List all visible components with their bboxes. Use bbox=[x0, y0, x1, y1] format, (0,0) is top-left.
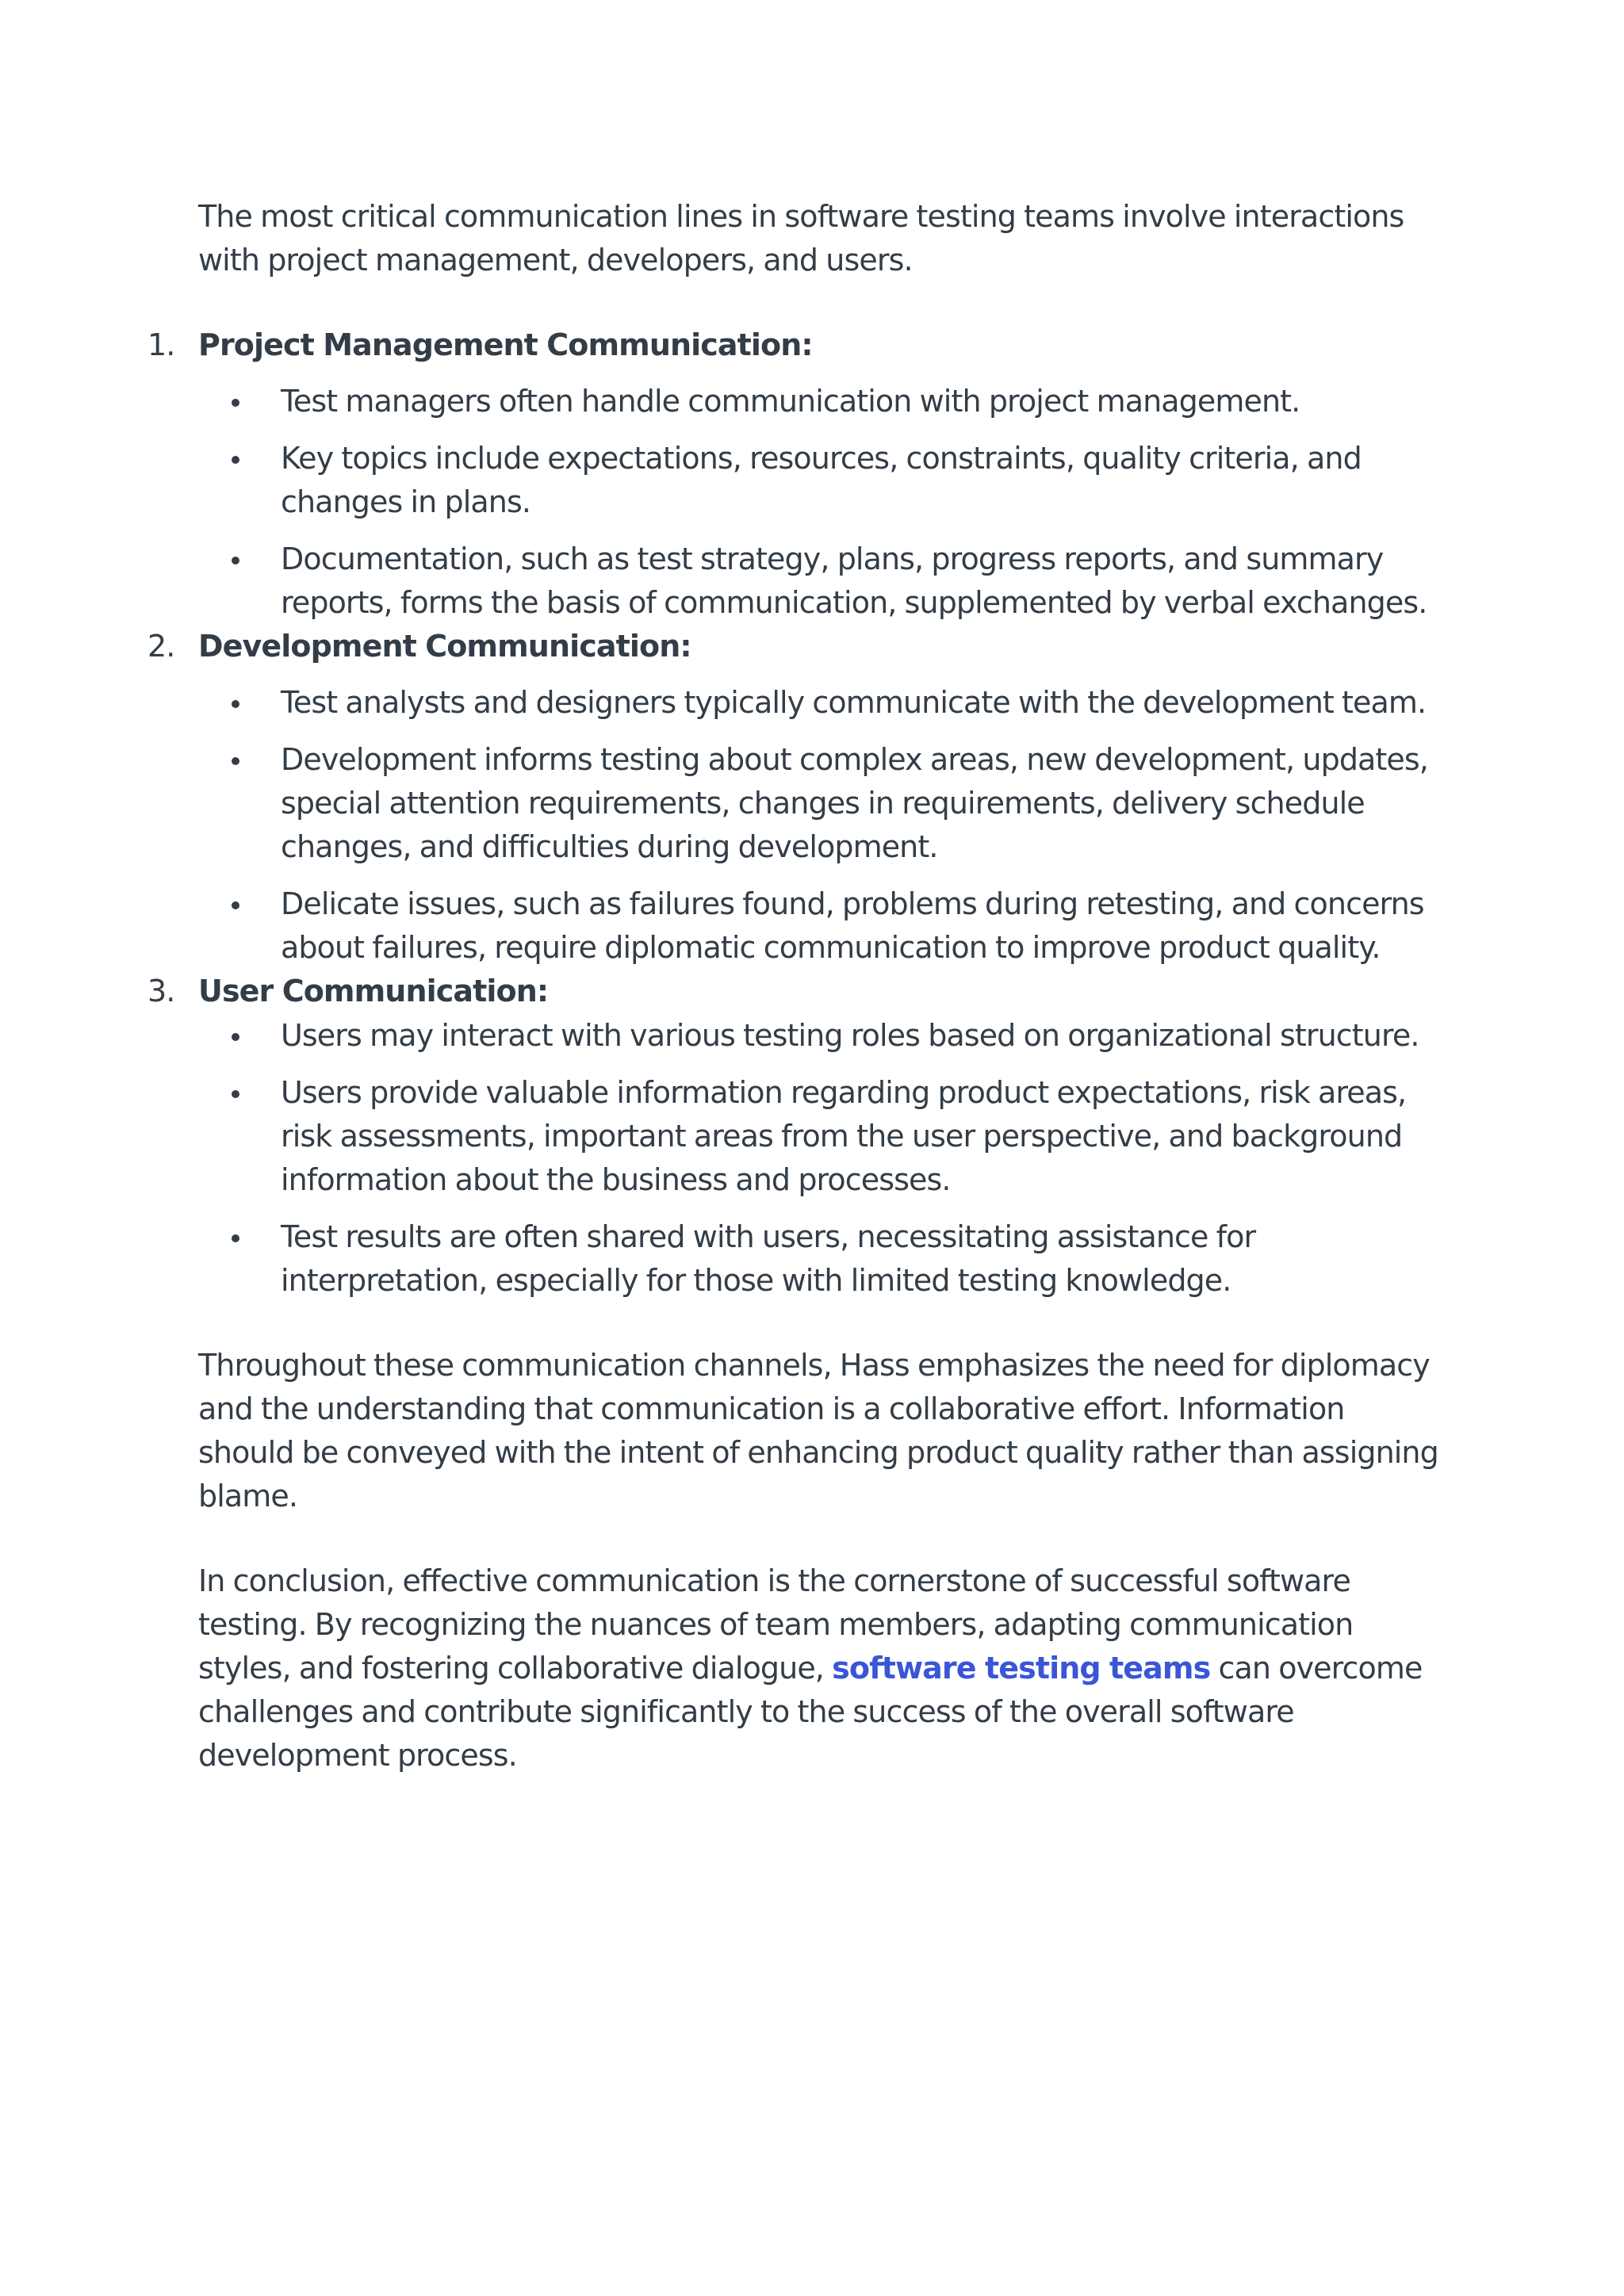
bullet-dot-icon bbox=[232, 1090, 239, 1098]
section-user bbox=[147, 970, 1443, 1303]
list-item bbox=[281, 1071, 1443, 1202]
bullet-dot-icon bbox=[232, 901, 239, 909]
list-item bbox=[281, 1014, 1443, 1058]
section-number: 1. bbox=[147, 327, 175, 362]
section-title bbox=[147, 970, 1443, 1013]
list-item-text: Test analysts and designers typically communicate with the development team. bbox=[281, 685, 1427, 720]
section-title-text: User Communication: bbox=[198, 974, 549, 1008]
list-item-text: Test results are often shared with users, necessitating assistance for interpretation, especially for those with limited testing knowledge. bbox=[281, 1219, 1256, 1298]
section-number: 3. bbox=[147, 974, 175, 1008]
conclusion-text-before: In conclusion, effective communication is the cornerstone of successful software testing. By recognizing the nuances of team members, adapting communication styles, and fostering collaborative dialogue, bbox=[198, 1563, 1354, 1686]
bullet-list bbox=[198, 380, 1443, 625]
list-item-text: Users may interact with various testing roles based on organizational structure. bbox=[281, 1018, 1419, 1053]
conclusion-text-after: can overcome challenges and contribute significantly to the success of the overall software development process. bbox=[198, 1651, 1423, 1773]
list-item-text: Documentation, such as test strategy, plans, progress reports, and summary reports, forms the basis of communication, supplemented by verbal exchanges. bbox=[281, 541, 1427, 620]
section-project-management bbox=[147, 323, 1443, 625]
bullet-list bbox=[198, 681, 1443, 970]
bullet-dot-icon bbox=[232, 557, 239, 564]
list-item-text: Users provide valuable information regarding product expectations, risk areas, risk assessments, important areas from the user perspective, and background information about the business and processes. bbox=[281, 1075, 1407, 1197]
conclusion-paragraph bbox=[198, 1559, 1443, 1777]
list-item bbox=[281, 681, 1443, 725]
closing-paragraph: Throughout these communication channels, Hass emphasizes the need for diplomacy and the understanding that communication is a collaborative effort. Information should be conveyed with the intent of enhancing product quality rather than assigning blame. bbox=[198, 1348, 1438, 1513]
bullet-list bbox=[198, 1014, 1443, 1303]
bullet-dot-icon bbox=[232, 757, 239, 765]
section-title-text: Development Communication: bbox=[198, 629, 691, 664]
section-title bbox=[147, 323, 1443, 367]
document-page bbox=[147, 195, 1443, 1777]
list-item bbox=[281, 738, 1443, 869]
list-item bbox=[281, 380, 1443, 423]
list-item-text: Delicate issues, such as failures found, problems during retesting, and concerns about failures, require diplomatic communication to improve product quality. bbox=[281, 886, 1424, 965]
list-item bbox=[281, 1215, 1443, 1303]
section-title bbox=[147, 625, 1443, 668]
list-item-text: Test managers often handle communication with project management. bbox=[281, 384, 1300, 419]
list-item-text: Development informs testing about complex areas, new development, updates, special attention requirements, changes in requirements, delivery schedule changes, and difficulties during development. bbox=[281, 742, 1428, 864]
list-item-text: Key topics include expectations, resources, constraints, quality criteria, and changes in plans. bbox=[281, 441, 1362, 519]
bullet-dot-icon bbox=[232, 399, 239, 407]
software-testing-teams-link[interactable]: software testing teams bbox=[832, 1651, 1211, 1686]
bullet-dot-icon bbox=[232, 456, 239, 464]
list-item bbox=[281, 882, 1443, 970]
section-number: 2. bbox=[147, 629, 175, 664]
list-item bbox=[281, 538, 1443, 625]
bullet-dot-icon bbox=[232, 1033, 239, 1041]
section-development bbox=[147, 625, 1443, 970]
list-item bbox=[281, 437, 1443, 524]
intro-paragraph: The most critical communication lines in software testing teams involve interactions with project management, developers, and users. bbox=[198, 199, 1404, 277]
bullet-dot-icon bbox=[232, 700, 239, 708]
bullet-dot-icon bbox=[232, 1234, 239, 1242]
communication-sections-list bbox=[147, 323, 1443, 1303]
section-title-text: Project Management Communication: bbox=[198, 327, 813, 362]
